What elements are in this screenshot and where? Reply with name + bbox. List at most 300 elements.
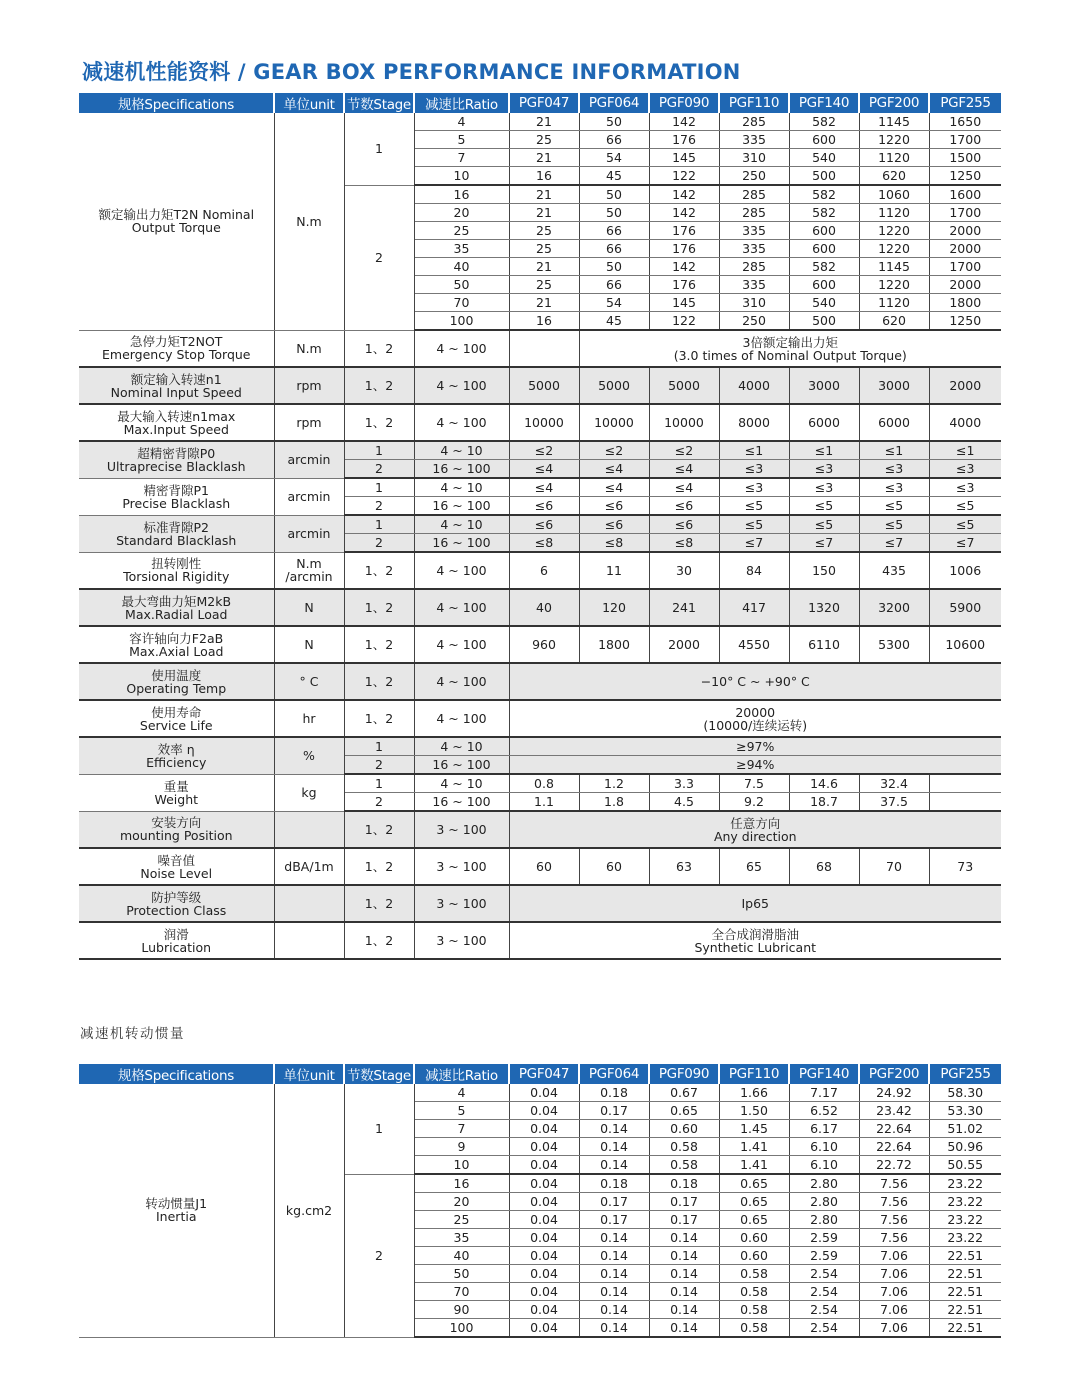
value-cell: 960 <box>509 626 579 663</box>
cell-text: Weight <box>154 791 199 807</box>
value-cell: 0.04 <box>509 1301 579 1319</box>
value-cell: 68 <box>789 848 859 885</box>
value-cell: 5300 <box>859 626 929 663</box>
value-cell: 582 <box>789 204 859 222</box>
value-cell: 0.67 <box>649 1084 719 1102</box>
ratio-cell: 4 ~ 10 <box>414 737 509 756</box>
spec-label <box>79 848 274 885</box>
value-cell: ≤1 <box>789 441 859 460</box>
ratio-cell: 40 <box>414 1247 509 1265</box>
cell-text: Any direction <box>713 828 797 844</box>
ratio-cell: 70 <box>414 294 509 312</box>
value-cell: 70 <box>859 848 929 885</box>
unit-cell <box>274 885 344 922</box>
value-cell: ≤3 <box>929 460 1001 479</box>
ratio-cell: 10 <box>414 1156 509 1175</box>
cell-text: Noise Level <box>140 865 213 881</box>
value-cell: 0.14 <box>649 1283 719 1301</box>
value-cell: 10600 <box>929 626 1001 663</box>
value-cell: 6.52 <box>789 1102 859 1120</box>
inertia-table <box>79 1064 1001 1338</box>
value-cell: 0.14 <box>649 1229 719 1247</box>
value-cell: 25 <box>509 222 579 240</box>
value-cell: 0.14 <box>579 1156 649 1175</box>
stage-cell: 2 <box>344 185 414 330</box>
ratio-cell: 4 ~ 100 <box>414 700 509 737</box>
cell-text: Inertia <box>156 1209 197 1225</box>
cell-text: 急停力矩T2NOT <box>130 334 223 350</box>
value-cell: 2.59 <box>789 1229 859 1247</box>
value-cell: 142 <box>649 185 719 204</box>
header-cell: PGF140 <box>789 1064 859 1084</box>
inertia-title: 减速机转动惯量 <box>80 1026 185 1042</box>
value-cell: 122 <box>649 312 719 331</box>
value-cell: 5000 <box>509 367 579 404</box>
value-cell: 600 <box>789 222 859 240</box>
value-cell: 60 <box>509 848 579 885</box>
value-cell: 0.14 <box>579 1319 649 1338</box>
value-cell: 0.04 <box>509 1102 579 1120</box>
table-row <box>79 113 1001 131</box>
value-cell: 1.66 <box>719 1084 789 1102</box>
spec-label <box>79 478 274 515</box>
header-cell: 减速比Ratio <box>414 93 509 113</box>
spec-label <box>79 113 274 330</box>
stage-cell: 1、2 <box>344 922 414 959</box>
value-cell: 1500 <box>929 149 1001 167</box>
value-cell: 8000 <box>719 404 789 441</box>
value-cell: 5000 <box>579 367 649 404</box>
cell-text: Max.Radial Load <box>125 606 228 622</box>
value-cell: 1700 <box>929 258 1001 276</box>
unit-cell: rpm <box>274 404 344 441</box>
ratio-cell: 20 <box>414 1193 509 1211</box>
stage-cell: 2 <box>344 793 414 812</box>
header-cell: PGF090 <box>649 93 719 113</box>
value-cell: 1700 <box>929 131 1001 149</box>
value-cell: 600 <box>789 240 859 258</box>
value-cell: 23.42 <box>859 1102 929 1120</box>
cell-text: 精密背隙P1 <box>143 482 209 498</box>
header-cell: 减速比Ratio <box>414 1064 509 1084</box>
ratio-cell: 25 <box>414 222 509 240</box>
value-cell: 0.58 <box>719 1301 789 1319</box>
value-cell: ≤4 <box>579 460 649 479</box>
value-cell: 2.80 <box>789 1174 859 1193</box>
value-cell: 22.51 <box>929 1265 1001 1283</box>
value-cell: 310 <box>719 149 789 167</box>
spec-label <box>79 515 274 552</box>
value-cell: ≥94% <box>509 756 1001 775</box>
cell-text: 安装方向 <box>151 815 202 831</box>
value-cell: 0.58 <box>649 1156 719 1175</box>
ratio-cell: 16 ~ 100 <box>414 756 509 775</box>
table-row <box>79 737 1001 756</box>
value-cell: 3000 <box>859 367 929 404</box>
value-cell: 3000 <box>789 367 859 404</box>
spec-label <box>79 404 274 441</box>
value-cell: 0.14 <box>579 1120 649 1138</box>
table-row <box>79 478 1001 497</box>
ratio-cell: 100 <box>414 312 509 331</box>
value-cell: 0.04 <box>509 1193 579 1211</box>
value-cell: 122 <box>649 167 719 186</box>
spec-label <box>79 626 274 663</box>
value-cell: 0.04 <box>509 1265 579 1283</box>
spec-label <box>79 922 274 959</box>
unit-cell: rpm <box>274 367 344 404</box>
ratio-cell: 5 <box>414 1102 509 1120</box>
value-cell: 22.51 <box>929 1247 1001 1265</box>
value-cell: ≤4 <box>509 460 579 479</box>
cell-text: Emergency Stop Torque <box>102 347 251 363</box>
value-cell: ≤6 <box>649 515 719 534</box>
value-cell: 2.54 <box>789 1283 859 1301</box>
value-cell <box>579 330 1001 367</box>
unit-cell: N <box>274 626 344 663</box>
value-cell: 1.8 <box>579 793 649 812</box>
value-cell: 23.22 <box>929 1229 1001 1247</box>
ratio-cell: 16 ~ 100 <box>414 534 509 553</box>
ratio-cell: 100 <box>414 1319 509 1338</box>
value-cell: ≤7 <box>859 534 929 553</box>
value-cell: 1.50 <box>719 1102 789 1120</box>
ratio-cell: 90 <box>414 1301 509 1319</box>
value-cell: 1250 <box>929 312 1001 331</box>
value-cell: ≤4 <box>649 478 719 497</box>
unit-cell: kg.cm2 <box>274 1084 344 1337</box>
header-row <box>79 1064 1001 1084</box>
value-cell: 84 <box>719 552 789 589</box>
value-cell: ≤6 <box>649 497 719 516</box>
cell-text: Ultraprecise Blacklash <box>106 458 246 474</box>
cell-text: mounting Position <box>119 828 233 844</box>
value-cell: 50 <box>579 258 649 276</box>
value-cell: 51.02 <box>929 1120 1001 1138</box>
stage-cell: 2 <box>344 497 414 516</box>
value-cell: ≤7 <box>789 534 859 553</box>
value-cell: 21 <box>509 149 579 167</box>
value-cell: 1250 <box>929 167 1001 186</box>
value-cell: 0.17 <box>579 1193 649 1211</box>
value-cell: 0.60 <box>719 1229 789 1247</box>
spec-label <box>79 885 274 922</box>
value-cell: 620 <box>859 167 929 186</box>
ratio-cell: 25 <box>414 1211 509 1229</box>
value-cell: 600 <box>789 276 859 294</box>
value-cell: 14.6 <box>789 774 859 793</box>
value-cell: 0.14 <box>579 1301 649 1319</box>
cell-text: Protection Class <box>126 902 227 918</box>
value-cell: 4.5 <box>649 793 719 812</box>
cell-text: 重量 <box>163 778 189 794</box>
cell-text: 任意方向 <box>730 815 781 831</box>
table-row <box>79 515 1001 534</box>
value-cell: 0.04 <box>509 1247 579 1265</box>
cell-text: 最大输入转速n1max <box>117 408 236 424</box>
value-cell: 6110 <box>789 626 859 663</box>
value-cell: 0.04 <box>509 1120 579 1138</box>
value-cell: ≤8 <box>509 534 579 553</box>
value-cell: 1220 <box>859 222 929 240</box>
value-cell: ≥97% <box>509 737 1001 756</box>
value-cell: 73 <box>929 848 1001 885</box>
value-cell: 0.04 <box>509 1174 579 1193</box>
value-cell: ≤7 <box>719 534 789 553</box>
value-cell: 23.22 <box>929 1193 1001 1211</box>
value-cell: 435 <box>859 552 929 589</box>
header-row <box>79 93 1001 113</box>
value-cell: 45 <box>579 167 649 186</box>
spec-label <box>79 1084 274 1337</box>
cell-text: /arcmin <box>285 569 333 585</box>
cell-text: 全合成润滑脂油 <box>711 926 799 942</box>
value-cell: 1060 <box>859 185 929 204</box>
value-cell: 0.14 <box>649 1301 719 1319</box>
ratio-cell: 16 ~ 100 <box>414 793 509 812</box>
ratio-cell: 3 ~ 100 <box>414 848 509 885</box>
value-cell: ≤5 <box>859 497 929 516</box>
table-row <box>79 700 1001 737</box>
value-cell: 0.18 <box>579 1174 649 1193</box>
value-cell: 66 <box>579 131 649 149</box>
cell-text: Service Life <box>139 717 213 733</box>
ratio-cell: 4 ~ 10 <box>414 774 509 793</box>
header-cell: PGF047 <box>509 93 579 113</box>
value-cell: 18.7 <box>789 793 859 812</box>
value-cell: 7.06 <box>859 1283 929 1301</box>
value-cell <box>929 793 1001 812</box>
value-cell: 0.60 <box>719 1247 789 1265</box>
cell-text: 3倍额定输出力矩 <box>742 334 838 350</box>
value-cell: 21 <box>509 258 579 276</box>
value-cell: 176 <box>649 240 719 258</box>
value-cell: ≤4 <box>509 478 579 497</box>
performance-table <box>79 93 1001 960</box>
value-cell: ≤1 <box>929 441 1001 460</box>
cell-text: 额定输出力矩T2N Nominal <box>98 207 255 223</box>
spec-label <box>79 700 274 737</box>
stage-cell: 1、2 <box>344 848 414 885</box>
cell-text: Lubrication <box>141 939 212 955</box>
stage-cell: 1、2 <box>344 663 414 700</box>
spec-label <box>79 552 274 589</box>
ratio-cell: 9 <box>414 1138 509 1156</box>
value-cell: ≤3 <box>789 478 859 497</box>
stage-cell: 2 <box>344 460 414 479</box>
cell-text: Nominal Input Speed <box>110 384 242 400</box>
value-cell: 16 <box>509 312 579 331</box>
spec-label <box>79 737 274 774</box>
value-cell: 335 <box>719 222 789 240</box>
value-cell: 66 <box>579 222 649 240</box>
ratio-cell: 10 <box>414 167 509 186</box>
header-cell: PGF064 <box>579 1064 649 1084</box>
value-cell: 335 <box>719 240 789 258</box>
spec-label <box>79 367 274 404</box>
value-cell: 21 <box>509 294 579 312</box>
value-cell: 142 <box>649 204 719 222</box>
cell-text: Efficiency <box>146 754 207 770</box>
ratio-cell: 4 ~ 100 <box>414 367 509 404</box>
unit-cell: hr <box>274 700 344 737</box>
value-cell: ≤4 <box>649 460 719 479</box>
ratio-cell: 4 ~ 100 <box>414 626 509 663</box>
spec-label <box>79 330 274 367</box>
value-cell: 50 <box>579 204 649 222</box>
value-cell: 54 <box>579 149 649 167</box>
stage-cell: 1 <box>344 113 414 185</box>
value-cell: ≤5 <box>789 515 859 534</box>
stage-cell: 2 <box>344 756 414 775</box>
value-cell: 0.58 <box>649 1138 719 1156</box>
value-cell: 540 <box>789 149 859 167</box>
value-cell: 1800 <box>929 294 1001 312</box>
ratio-cell: 4 ~ 100 <box>414 663 509 700</box>
value-cell: 2.54 <box>789 1319 859 1338</box>
value-cell: 2000 <box>929 276 1001 294</box>
value-cell: ≤5 <box>719 497 789 516</box>
ratio-cell: 4 <box>414 1084 509 1102</box>
value-cell: 500 <box>789 312 859 331</box>
value-cell: 7.5 <box>719 774 789 793</box>
value-cell: ≤5 <box>859 515 929 534</box>
stage-cell: 1 <box>344 515 414 534</box>
page-title: 减速机性能资料 / GEAR BOX PERFORMANCE INFORMATION <box>82 60 741 84</box>
value-cell: 6.10 <box>789 1156 859 1175</box>
unit-cell: arcmin <box>274 478 344 515</box>
value-cell: 7.17 <box>789 1084 859 1102</box>
value-cell: 0.60 <box>649 1120 719 1138</box>
value-cell: ≤6 <box>509 515 579 534</box>
ratio-cell: 20 <box>414 204 509 222</box>
value-cell: 7.06 <box>859 1265 929 1283</box>
stage-cell: 2 <box>344 1174 414 1337</box>
stage-cell: 1、2 <box>344 700 414 737</box>
value-cell: 21 <box>509 113 579 131</box>
value-cell: 2000 <box>649 626 719 663</box>
value-cell: 1700 <box>929 204 1001 222</box>
cell-text: (3.0 times of Nominal Output Torque) <box>673 347 907 363</box>
value-cell: 241 <box>649 589 719 626</box>
unit-cell: N.m <box>274 330 344 367</box>
cell-text: 防护等级 <box>151 889 202 905</box>
cell-text: 额定输入转速n1 <box>130 371 222 387</box>
value-cell <box>509 811 1001 848</box>
value-cell: 0.58 <box>719 1319 789 1338</box>
value-cell: ≤3 <box>929 478 1001 497</box>
value-cell: 1600 <box>929 185 1001 204</box>
cell-text: 效率 η <box>157 741 195 757</box>
header-cell: PGF200 <box>859 93 929 113</box>
cell-text: 标准背隙P2 <box>143 519 209 535</box>
value-cell: 1.1 <box>509 793 579 812</box>
spec-label <box>79 589 274 626</box>
value-cell: 7.06 <box>859 1247 929 1265</box>
value-cell: 285 <box>719 113 789 131</box>
unit-cell: arcmin <box>274 515 344 552</box>
cell-text: Synthetic Lubricant <box>694 939 817 955</box>
stage-cell: 1、2 <box>344 404 414 441</box>
value-cell <box>509 700 1001 737</box>
ratio-cell: 40 <box>414 258 509 276</box>
value-cell: 10000 <box>509 404 579 441</box>
header-cell: PGF110 <box>719 1064 789 1084</box>
header-cell: 规格Specifications <box>79 93 274 113</box>
value-cell: 21 <box>509 204 579 222</box>
value-cell: 250 <box>719 167 789 186</box>
cell-text: (10000/连续运转) <box>703 717 808 733</box>
value-cell: 417 <box>719 589 789 626</box>
value-cell: 2.80 <box>789 1193 859 1211</box>
table-row <box>79 922 1001 959</box>
header-cell: 节数Stage <box>344 1064 414 1084</box>
value-cell: 7.56 <box>859 1229 929 1247</box>
value-cell: ≤7 <box>929 534 1001 553</box>
value-cell: 120 <box>579 589 649 626</box>
value-cell: 22.51 <box>929 1283 1001 1301</box>
cell-text: N.m <box>296 556 322 572</box>
value-cell: 50.55 <box>929 1156 1001 1175</box>
value-cell: 0.18 <box>579 1084 649 1102</box>
header-cell: 单位unit <box>274 93 344 113</box>
ratio-cell: 3 ~ 100 <box>414 922 509 959</box>
value-cell: 1120 <box>859 149 929 167</box>
stage-cell: 1、2 <box>344 626 414 663</box>
value-cell: 0.8 <box>509 774 579 793</box>
value-cell: 0.18 <box>649 1174 719 1193</box>
value-cell: 22.64 <box>859 1120 929 1138</box>
value-cell: 37.5 <box>859 793 929 812</box>
cell-text: 润滑 <box>163 926 189 942</box>
value-cell: ≤3 <box>719 460 789 479</box>
value-cell: 3200 <box>859 589 929 626</box>
value-cell: ≤2 <box>649 441 719 460</box>
value-cell: 9.2 <box>719 793 789 812</box>
value-cell: 58.30 <box>929 1084 1001 1102</box>
spec-label <box>79 811 274 848</box>
value-cell: 22.72 <box>859 1156 929 1175</box>
ratio-cell: 4 ~ 10 <box>414 478 509 497</box>
value-cell: 50 <box>579 185 649 204</box>
value-cell: 250 <box>719 312 789 331</box>
value-cell: 0.04 <box>509 1319 579 1338</box>
spec-label <box>79 663 274 700</box>
table-row <box>79 774 1001 793</box>
value-cell: 285 <box>719 185 789 204</box>
cell-text: Standard Blacklash <box>116 532 237 548</box>
ratio-cell: 4 ~ 100 <box>414 330 509 367</box>
value-cell: 7.06 <box>859 1319 929 1338</box>
value-cell: 176 <box>649 276 719 294</box>
value-cell: 2000 <box>929 367 1001 404</box>
value-cell: 7.06 <box>859 1301 929 1319</box>
ratio-cell: 3 ~ 100 <box>414 811 509 848</box>
table-row <box>79 330 1001 367</box>
stage-cell: 1、2 <box>344 552 414 589</box>
value-cell: ≤1 <box>859 441 929 460</box>
value-cell: ≤6 <box>579 515 649 534</box>
cell-text: Operating Temp <box>126 680 227 696</box>
value-cell: ≤3 <box>719 478 789 497</box>
cell-text: Max.Axial Load <box>129 643 224 659</box>
value-cell: 335 <box>719 276 789 294</box>
value-cell: 0.14 <box>579 1229 649 1247</box>
header-cell: 节数Stage <box>344 93 414 113</box>
ratio-cell: 4 ~ 100 <box>414 404 509 441</box>
stage-cell: 1 <box>344 478 414 497</box>
value-cell: ≤2 <box>579 441 649 460</box>
